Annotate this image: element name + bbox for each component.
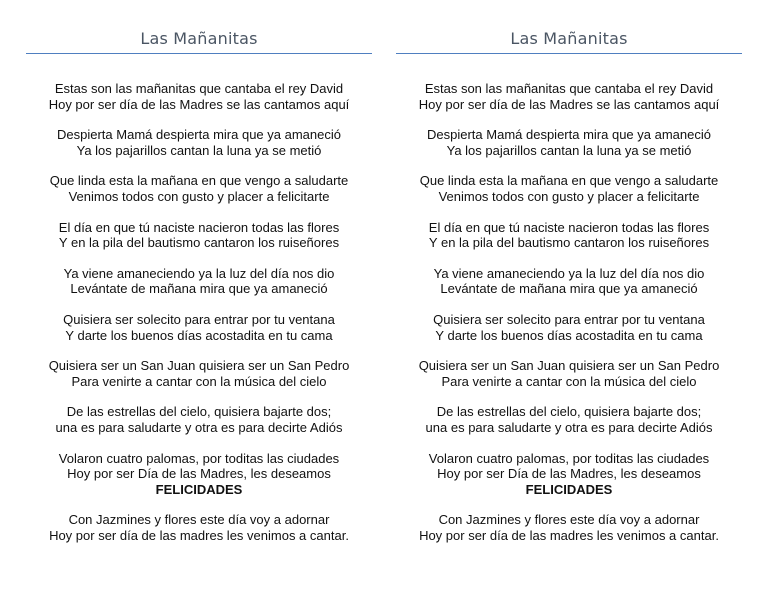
lyric-line: Estas son las mañanitas que cantaba el rey David	[54, 81, 344, 96]
stanza	[26, 451, 372, 498]
stanza	[396, 312, 742, 343]
stanza	[26, 266, 372, 297]
lyric-line: De las estrellas del cielo, quisiera bajarte dos;	[66, 404, 332, 420]
lyric-line: De las estrellas del cielo, quisiera bajarte dos;	[436, 404, 702, 420]
lyric-line: Despierta Mamá despierta mira que ya amaneció	[427, 127, 711, 143]
stanza	[26, 312, 372, 343]
lyric-line: Ya los pajarillos cantan la luna ya se metió	[446, 142, 692, 158]
lyric-line: una es para saludarte y otra es para decirte Adiós	[55, 419, 343, 435]
lyric-line: Hoy por ser día de las madres les venimos a cantar.	[419, 527, 719, 543]
lyric-line: El día en que tú naciste nacieron todas las flores	[428, 219, 710, 235]
stanza	[396, 220, 742, 251]
lyric-line: Ya viene amaneciendo ya la luz del día nos dio	[433, 265, 705, 281]
lyric-line: Hoy por ser día de las Madres se las cantamos aquí	[48, 96, 350, 112]
lyric-line: Hoy por ser día de las madres les venimos a cantar.	[49, 527, 349, 543]
lyric-line: Quisiera ser solecito para entrar por tu ventana	[433, 311, 705, 327]
lyric-line: Hoy por ser día de las Madres se las cantamos aquí	[418, 96, 720, 112]
lyrics	[26, 81, 372, 558]
stanza	[396, 512, 742, 543]
lyric-line: Hoy por ser Día de las Madres, les deseamos	[67, 466, 331, 482]
stanza	[396, 358, 742, 389]
lyric-line: Quisiera ser un San Juan quisiera ser un San Pedro	[418, 358, 720, 374]
lyric-line: Volaron cuatro palomas, por toditas las ciudades	[428, 450, 710, 466]
lyric-line: Estas son las mañanitas que cantaba el rey David	[424, 81, 714, 96]
song-title: Las Mañanitas	[396, 28, 742, 54]
lyric-line: El día en que tú naciste nacieron todas las flores	[58, 219, 340, 235]
stanza	[396, 404, 742, 435]
stanza	[26, 127, 372, 158]
lyric-line: Para venirte a cantar con la música del cielo	[441, 373, 697, 389]
lyric-line: Levántate de mañana mira que ya amaneció	[440, 281, 698, 297]
stanza	[26, 358, 372, 389]
lyric-line: Ya viene amaneciendo ya la luz del día nos dio	[63, 265, 335, 281]
lyric-line: Y en la pila del bautismo cantaron los ruiseñores	[428, 235, 710, 251]
lyric-line: Hoy por ser Día de las Madres, les deseamos	[437, 466, 701, 482]
song-title: Las Mañanitas	[26, 28, 372, 54]
stanza	[26, 404, 372, 435]
lyric-line: Ya los pajarillos cantan la luna ya se metió	[76, 142, 322, 158]
lyric-line: Quisiera ser un San Juan quisiera ser un San Pedro	[48, 358, 350, 374]
lyric-line: Volaron cuatro palomas, por toditas las ciudades	[58, 450, 340, 466]
lyric-line: Levántate de mañana mira que ya amaneció	[70, 281, 328, 297]
lyric-line: Venimos todos con gusto y placer a felicitarte	[438, 188, 700, 204]
felicidades-line: FELICIDADES	[525, 481, 613, 497]
stanza	[26, 512, 372, 543]
felicidades-line: FELICIDADES	[155, 481, 243, 497]
lyric-line: Despierta Mamá despierta mira que ya amaneció	[57, 127, 341, 143]
lyric-line: Y darte los buenos días acostadita en tu cama	[435, 327, 703, 343]
lyric-line: Que linda esta la mañana en que vengo a saludarte	[49, 173, 349, 189]
lyric-line: Que linda esta la mañana en que vengo a saludarte	[419, 173, 719, 189]
lyric-line: Con Jazmines y flores este día voy a adornar	[438, 512, 700, 528]
stanza	[26, 81, 372, 112]
stanza	[26, 173, 372, 204]
lyric-line: Quisiera ser solecito para entrar por tu ventana	[63, 311, 335, 327]
stanza	[396, 266, 742, 297]
lyric-line: Y en la pila del bautismo cantaron los ruiseñores	[58, 235, 340, 251]
stanza	[396, 173, 742, 204]
stanza	[396, 81, 742, 112]
lyric-line: Con Jazmines y flores este día voy a adornar	[68, 512, 330, 528]
stanza	[396, 127, 742, 158]
lyric-line: una es para saludarte y otra es para decirte Adiós	[425, 419, 713, 435]
stanza	[396, 451, 742, 498]
lyric-line: Para venirte a cantar con la música del cielo	[71, 373, 327, 389]
lyric-line: Y darte los buenos días acostadita en tu cama	[65, 327, 333, 343]
stanza	[26, 220, 372, 251]
lyric-line: Venimos todos con gusto y placer a felicitarte	[68, 188, 330, 204]
lyrics	[396, 81, 742, 558]
